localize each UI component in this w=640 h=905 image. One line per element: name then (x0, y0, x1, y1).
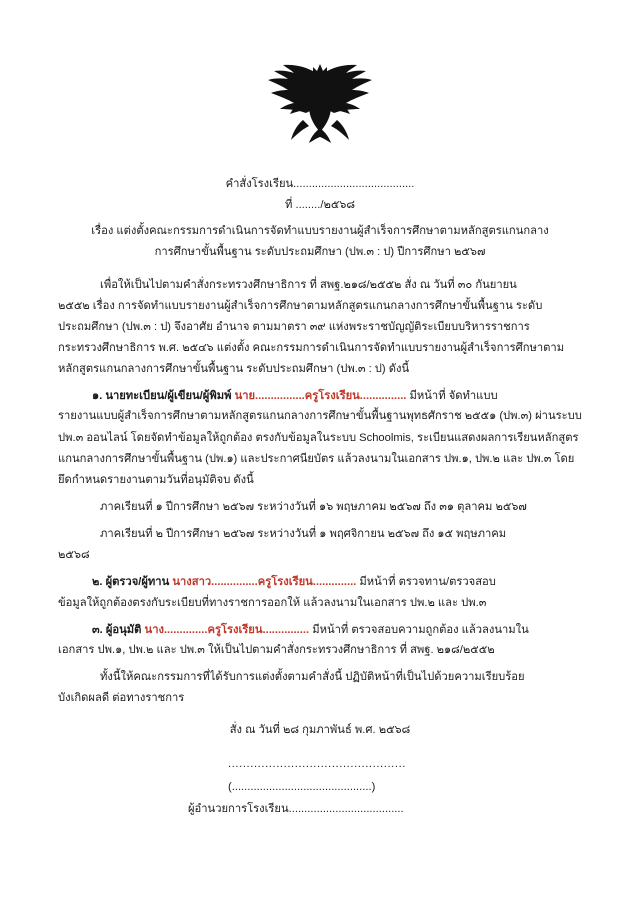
item-3-duty: มีหน้าที่ ตรวจสอบความถูกต้อง แล้วลงนามใน (309, 623, 529, 636)
item-1-duty: มีหน้าที่ จัดทำแบบ (406, 390, 498, 403)
item-1-role-school: ครูโรงเรียน............... (304, 390, 407, 403)
doc-subject-line-1: เรื่อง แต่งตั้งคณะกรรมการดำเนินการจัดทำแบบรายงานผู้สำเร็จการศึกษาตามหลักสูตรแกนกลาง (91, 225, 549, 238)
signature-name: (.............................................) (228, 780, 376, 793)
order-date: สั่ง ณ วันที่ ๒๘ กุมภาพันธ์ พ.ศ. ๒๕๖๘ (229, 724, 411, 737)
doc-number: ที่ ......../๒๕๖๘ (284, 199, 356, 212)
signature-block (58, 755, 582, 817)
item-1-line-5: ยึดกำหนดรายงานตามวันที่อนุมัติจบ ดังนี้ (58, 473, 254, 486)
doc-title: คำสั่งโรงเรียน....................................... (225, 178, 415, 190)
para-1-line-1: เพื่อให้เป็นไปตามคำสั่งกระทรวงศึกษาธิการ ที่ สพฐ.๒๑๘/๒๕๕๒ สั่ง ณ วันที่ ๓๐ กันยายน (100, 278, 517, 291)
emblem-container (58, 62, 582, 149)
document-body (58, 175, 582, 818)
item-1-title: ๑. นายทะเบียน/ผู้เขียน/ผู้พิมพ์ (92, 390, 235, 403)
signature-role: ผู้อำนวยการโรงเรียน..................................... (188, 802, 404, 815)
term-2-line-1: ภาคเรียนที่ ๒ ปีการศึกษา ๒๕๖๗ ระหว่างวันที่ ๑ พฤศจิกายน ๒๕๖๗ ถึง ๑๕ พฤษภาคม (100, 528, 507, 541)
order-item-2 (58, 573, 582, 591)
term-1-line: ภาคเรียนที่ ๑ ปีการศึกษา ๒๕๖๗ ระหว่างวันที่ ๑๖ พฤษภาคม ๒๕๖๗ ถึง ๓๑ ตุลาคม ๒๕๖๗ (100, 500, 527, 513)
term-2-line-2: ๒๕๖๘ (58, 549, 90, 562)
para-1-line-5: หลักสูตรแกนกลางการศึกษาขั้นพื้นฐาน ระดับประถมศึกษา (ปพ.๓ : ป) ดังนี้ (58, 363, 410, 376)
item-1-line-4: แกนกลางการศึกษาขั้นพื้นฐาน (ปพ.๑) และประกาศนียบัตร แล้วลงนามในเอกสาร ปพ.๑, ปพ.๒ และ ปพ.๓ โดย (58, 452, 575, 465)
closing-line-1: ทั้งนี้ให้คณะกรรมการที่ได้รับการแต่งตั้งตามคำสั่งนี้ ปฏิบัติหน้าที่เป็นไปด้วยความเรียบร้อย (100, 670, 525, 683)
item-2-title: ๒. ผู้ตรวจ/ผู้ทาน (92, 576, 173, 589)
item-3-line-2: เอกสาร ปพ.๑, ปพ.๒ และ ปพ.๓ ให้เป็นไปตามคำสั่งกระทรวงศึกษาธิการ ที่ สพฐ. ๒๑๘/๒๕๕๒ (58, 643, 495, 656)
order-item-3 (58, 621, 582, 639)
item-3-role-name: นาง.............. (144, 623, 208, 636)
item-2-line-2: ข้อมูลให้ถูกต้องตรงกับระเบียบที่ทางราชการออกให้ แล้วลงนามในเอกสาร ปพ.๒ และ ปพ.๓ (58, 596, 487, 609)
item-2-role-school: ครูโรงเรียน.............. (257, 576, 357, 589)
item-1-role-name: นาย................ (234, 390, 305, 403)
item-1-line-2: รายงานแบบผู้สำเร็จการศึกษาตามหลักสูตรแกนกลางการศึกษาขั้นพื้นฐานพุทธศักราช ๒๕๕๑ (ปพ.๓) ผ่านระบบ (58, 410, 582, 423)
para-1-line-3: ประถมศึกษา (ปพ.๓ : ป) จึงอาศัย อำนาจ ตามมาตรา ๓๙ แห่งพระราชบัญญัติระเบียบบริหารราชการ (58, 320, 530, 333)
para-1-line-2: ๒๕๕๒ เรื่อง การจัดทำแบบรายงานผู้สำเร็จการศึกษาตามหลักสูตรแกนกลางการศึกษาขั้นพื้นฐาน ระดับ (58, 299, 543, 312)
order-item-1 (58, 387, 582, 405)
item-3-title: ๓. ผู้อนุมัติ (92, 623, 145, 636)
doc-subject-line-2: การศึกษาขั้นพื้นฐาน ระดับประถมศึกษา (ปพ.๓ : ป) ปีการศึกษา ๒๕๖๗ (154, 246, 486, 259)
garuda-emblem-icon (261, 62, 379, 142)
item-1-line-3: ปพ.๓ ออนไลน์ โดยจัดทำข้อมูลให้ถูกต้อง ตรงกับข้อมูลในระบบ Schoolmis, ระเบียนแสดงผลการเรียนหลักสูตร (58, 431, 579, 444)
closing-line-2: บังเกิดผลดี ต่อทางราชการ (58, 692, 185, 705)
para-1-line-4: กระทรวงศึกษาธิการ พ.ศ. ๒๕๔๖ แต่งตั้ง คณะกรรมการดำเนินการจัดทำแบบรายงานผู้สำเร็จการศึกษาตาม (58, 341, 565, 354)
item-3-role-school: ครูโรงเรียน............... (207, 623, 310, 636)
signature-line: ................................................ (228, 758, 406, 771)
item-2-duty: มีหน้าที่ ตรวจทาน/ตรวจสอบ (356, 576, 496, 589)
item-2-role-name: นางสาว............... (172, 576, 258, 589)
